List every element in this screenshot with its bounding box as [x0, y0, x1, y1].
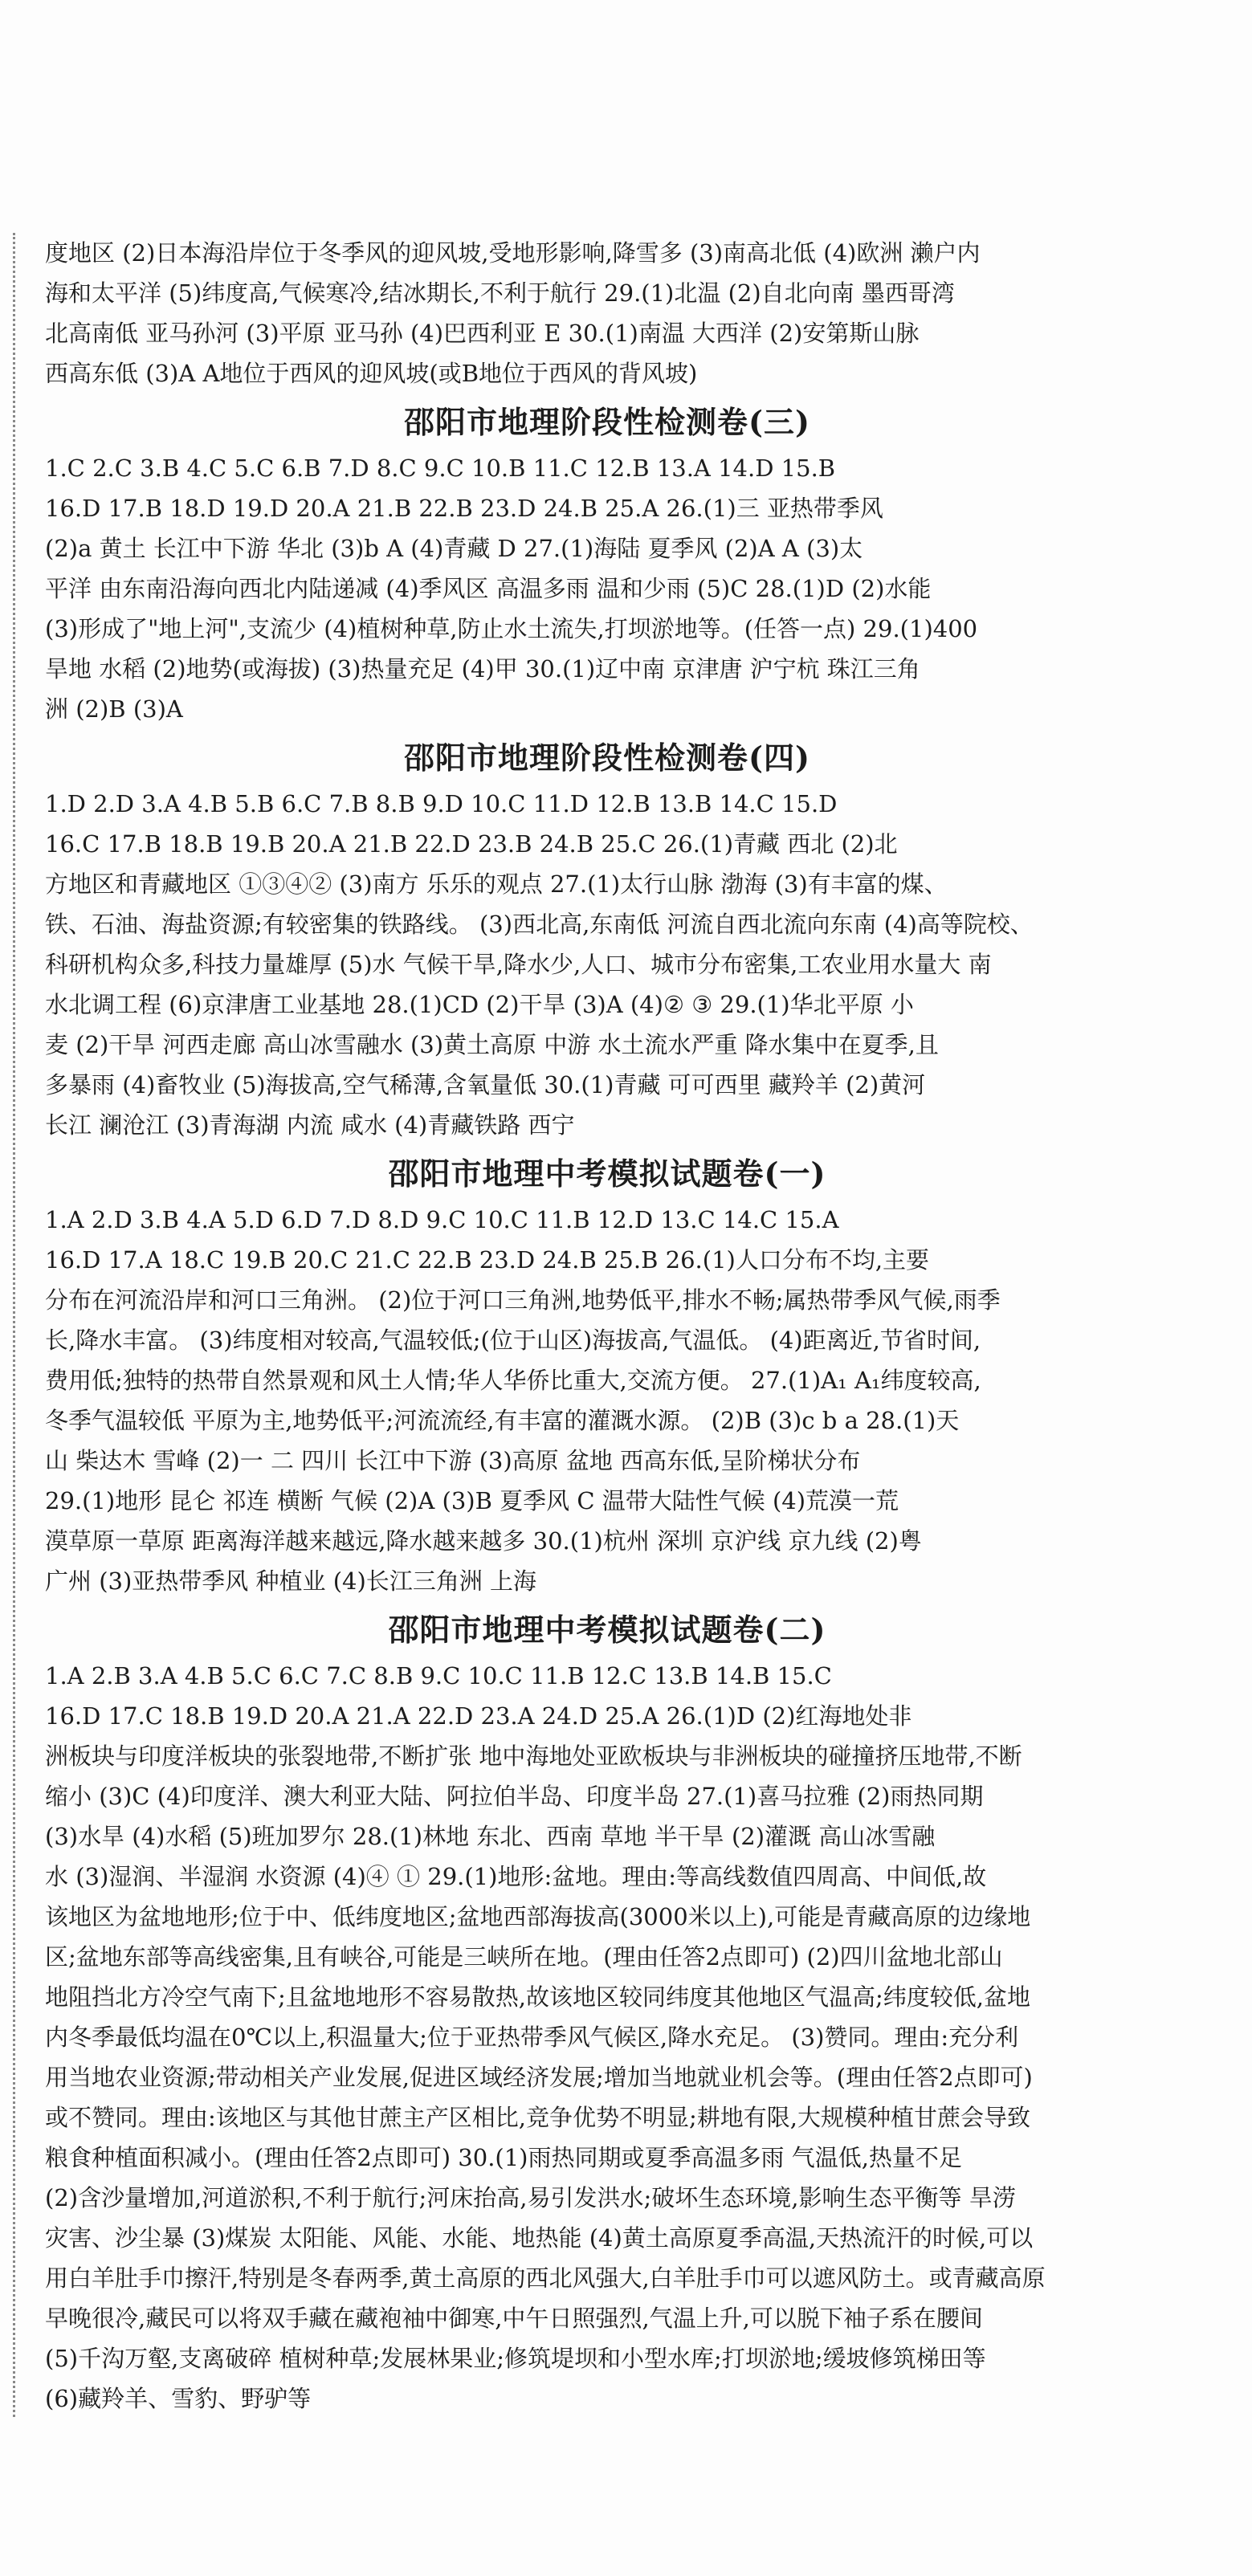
answer-line: 海和太平洋 (5)纬度高,气候寒冷,结冰期长,不利于航行 29.(1)北温 (2)自北向南 墨西哥湾	[45, 279, 955, 307]
answer-line: 16.C 17.B 18.B 19.B 20.A 21.B 22.D 23.B 24.B 25.C 26.(1)青藏 西北 (2)北	[45, 830, 898, 858]
answer-line: 铁、石油、海盐资源;有较密集的铁路线。 (3)西北高,东南低 河流自西北流向东南 (4)高等院校、	[45, 911, 1034, 938]
answer-line: (5)千沟万壑,支离破碎 植树种草;发展林果业;修筑堤坝和小型水库;打坝淤地;缓坡修筑梯田等	[45, 2345, 986, 2372]
answer-line: 水 (3)湿润、半湿润 水资源 (4)④ ① 29.(1)地形:盆地。理由:等高线数值四周高、中间低,故	[45, 1863, 987, 1890]
answer-line: 多暴雨 (4)畜牧业 (5)海拔高,空气稀薄,含氧量低 30.(1)青藏 可可西里 藏羚羊 (2)黄河	[45, 1071, 926, 1098]
answer-line: 漠草原一草原 距离海洋越来越远,降水越来越多 30.(1)杭州 深圳 京沪线 京九线 (2)粤	[45, 1527, 922, 1555]
answer-line: 16.D 17.B 18.D 19.D 20.A 21.B 22.B 23.D 24.B 25.A 26.(1)三 亚热带季风	[45, 495, 883, 522]
answer-line: 广州 (3)亚热带季风 种植业 (4)长江三角洲 上海	[45, 1567, 537, 1595]
answer-line: 方地区和青藏地区 ①③④② (3)南方 乐乐的观点 27.(1)太行山脉 渤海 (3)有丰富的煤、	[45, 870, 948, 898]
answer-line: (2)含沙量增加,河道淤积,不利于航行;河床抬高,易引发洪水;破坏生态环境,影响生态平衡等 旱涝	[45, 2184, 1016, 2211]
answer-line: 或不赞同。理由:该地区与其他甘蔗主产区相比,竞争优势不明显;耕地有限,大规模种植甘蔗会导致	[45, 2104, 1030, 2131]
answer-line: 科研机构众多,科技力量雄厚 (5)水 气候干旱,降水少,人口、城市分布密集,工农业用水量大 南	[45, 951, 992, 978]
answer-line: 平洋 由东南沿海向西北内陆递减 (4)季风区 高温多雨 温和少雨 (5)C 28.(1)D (2)水能	[45, 575, 932, 602]
answer-line: 北高南低 亚马孙河 (3)平原 亚马孙 (4)巴西利亚 E 30.(1)南温 大西洋 (2)安第斯山脉	[45, 320, 920, 347]
answer-line: 用当地农业资源;带动相关产业发展,促进区域经济发展;增加当地就业机会等。(理由任答2点即可)	[45, 2064, 1033, 2091]
answer-line: 长,降水丰富。 (3)纬度相对较高,气温较低;(位于山区)海拔高,气温低。 (4)距离近,节省时间,	[45, 1327, 981, 1354]
section-title: 邵阳市地理阶段性检测卷(四)	[404, 740, 810, 776]
answer-line: 16.D 17.C 18.B 19.D 20.A 21.A 22.D 23.A 24.D 25.A 26.(1)D (2)红海地处非	[45, 1702, 912, 1730]
answer-line: 内冬季最低均温在0℃以上,积温量大;位于亚热带季风气候区,降水充足。 (3)赞同。理由:充分利	[45, 2024, 1019, 2051]
answer-line: 洲板块与印度洋板块的张裂地带,不断扩张 地中海地处亚欧板块与非洲板块的碰撞挤压地带,不断	[45, 1742, 1022, 1770]
section-title: 邵阳市地理中考模拟试题卷(一)	[388, 1156, 826, 1192]
answer-line: 山 柴达木 雪峰 (2)一 二 四川 长江中下游 (3)高原 盆地 西高东低,呈阶梯状分布	[45, 1447, 861, 1474]
answer-line: 费用低;独特的热带自然景观和风土人情;华人华侨比重大,交流方便。 27.(1)A₁ A₁纬度较高,	[45, 1367, 981, 1394]
answer-line: 缩小 (3)C (4)印度洋、澳大利亚大陆、阿拉伯半岛、印度半岛 27.(1)喜马拉雅 (2)雨热同期	[45, 1783, 984, 1810]
answer-line: 用白羊肚手巾擦汗,特别是冬春两季,黄土高原的西北风强大,白羊肚手巾可以遮风防土。或青藏高原	[45, 2264, 1046, 2292]
binding-margin-dotted-line	[13, 233, 15, 2417]
answer-line: 1.D 2.D 3.A 4.B 5.B 6.C 7.B 8.B 9.D 10.C 11.D 12.B 13.B 14.C 15.D	[45, 790, 838, 817]
answer-line: (6)藏羚羊、雪豹、野驴等	[45, 2385, 312, 2412]
answer-line: 该地区为盆地地形;位于中、低纬度地区;盆地西部海拔高(3000米以上),可能是青藏高原的边缘地	[45, 1903, 1031, 1930]
answer-line: 旱地 水稻 (2)地势(或海拔) (3)热量充足 (4)甲 30.(1)辽中南 京津唐 沪宁杭 珠江三角	[45, 655, 920, 683]
answer-line: (3)水旱 (4)水稻 (5)班加罗尔 28.(1)林地 东北、西南 草地 半干旱 (2)灌溉 高山冰雪融	[45, 1823, 936, 1850]
answer-line: (3)形成了"地上河",支流少 (4)植树种草,防止水土流失,打坝淤地等。(任答一点) 29.(1)400	[45, 615, 978, 642]
answer-line: 粮食种植面积减小。(理由任答2点即可) 30.(1)雨热同期或夏季高温多雨 气温低,热量不足	[45, 2144, 962, 2171]
answer-line: 麦 (2)干旱 河西走廊 高山冰雪融水 (3)黄土高原 中游 水土流水严重 降水集中在夏季,且	[45, 1031, 939, 1058]
answer-line: 29.(1)地形 昆仑 祁连 横断 气候 (2)A (3)B 夏季风 C 温带大陆性气候 (4)荒漠一荒	[45, 1487, 899, 1514]
answer-line: 地阻挡北方冷空气南下;且盆地地形不容易散热,故该地区较同纬度其他地区气温高;纬度较低,盆地	[45, 1983, 1030, 2011]
answer-line: 西高东低 (3)A A地位于西风的迎风坡(或B地位于西风的背风坡)	[45, 360, 698, 387]
section-title: 邵阳市地理中考模拟试题卷(二)	[388, 1612, 826, 1648]
answer-line: 冬季气温较低 平原为主,地势低平;河流流经,有丰富的灌溉水源。 (2)B (3)c b a 28.(1)天	[45, 1407, 960, 1434]
answer-line: 区;盆地东部等高线密集,且有峡谷,可能是三峡所在地。(理由任答2点即可) (2)四川盆地北部山	[45, 1943, 1003, 1971]
answer-line: 水北调工程 (6)京津唐工业基地 28.(1)CD (2)干旱 (3)A (4)② ③ 29.(1)华北平原 小	[45, 991, 914, 1018]
answer-line: (2)a 黄土 长江中下游 华北 (3)b A (4)青藏 D 27.(1)海陆 夏季风 (2)A A (3)太	[45, 535, 863, 562]
answer-line: 度地区 (2)日本海沿岸位于冬季风的迎风坡,受地形影响,降雪多 (3)南高北低 (4)欧洲 濑户内	[45, 239, 981, 267]
answer-line: 1.C 2.C 3.B 4.C 5.C 6.B 7.D 8.C 9.C 10.B 11.C 12.B 13.A 14.D 15.B	[45, 454, 836, 482]
answer-line: 灾害、沙尘暴 (3)煤炭 太阳能、风能、水能、地热能 (4)黄土高原夏季高温,天热流汗的时候,可以	[45, 2224, 1034, 2252]
answer-content	[45, 233, 1169, 2419]
answer-line: 长江 澜沧江 (3)青海湖 内流 咸水 (4)青藏铁路 西宁	[45, 1111, 575, 1139]
answer-line: 早晚很冷,藏民可以将双手藏在藏袍袖中御寒,中午日照强烈,气温上升,可以脱下袖子系在腰间	[45, 2305, 983, 2332]
section-title: 邵阳市地理阶段性检测卷(三)	[404, 404, 810, 440]
answer-line: 洲 (2)B (3)A	[45, 695, 183, 723]
answer-line: 16.D 17.A 18.C 19.B 20.C 21.C 22.B 23.D 24.B 25.B 26.(1)人口分布不均,主要	[45, 1246, 930, 1274]
answer-line: 1.A 2.D 3.B 4.A 5.D 6.D 7.D 8.D 9.C 10.C 11.B 12.D 13.C 14.C 15.A	[45, 1206, 839, 1233]
answer-line: 1.A 2.B 3.A 4.B 5.C 6.C 7.C 8.B 9.C 10.C 11.B 12.C 13.B 14.B 15.C	[45, 1662, 832, 1689]
answer-line: 分布在河流沿岸和河口三角洲。 (2)位于河口三角洲,地势低平,排水不畅;属热带季风气候,雨季	[45, 1286, 1001, 1314]
